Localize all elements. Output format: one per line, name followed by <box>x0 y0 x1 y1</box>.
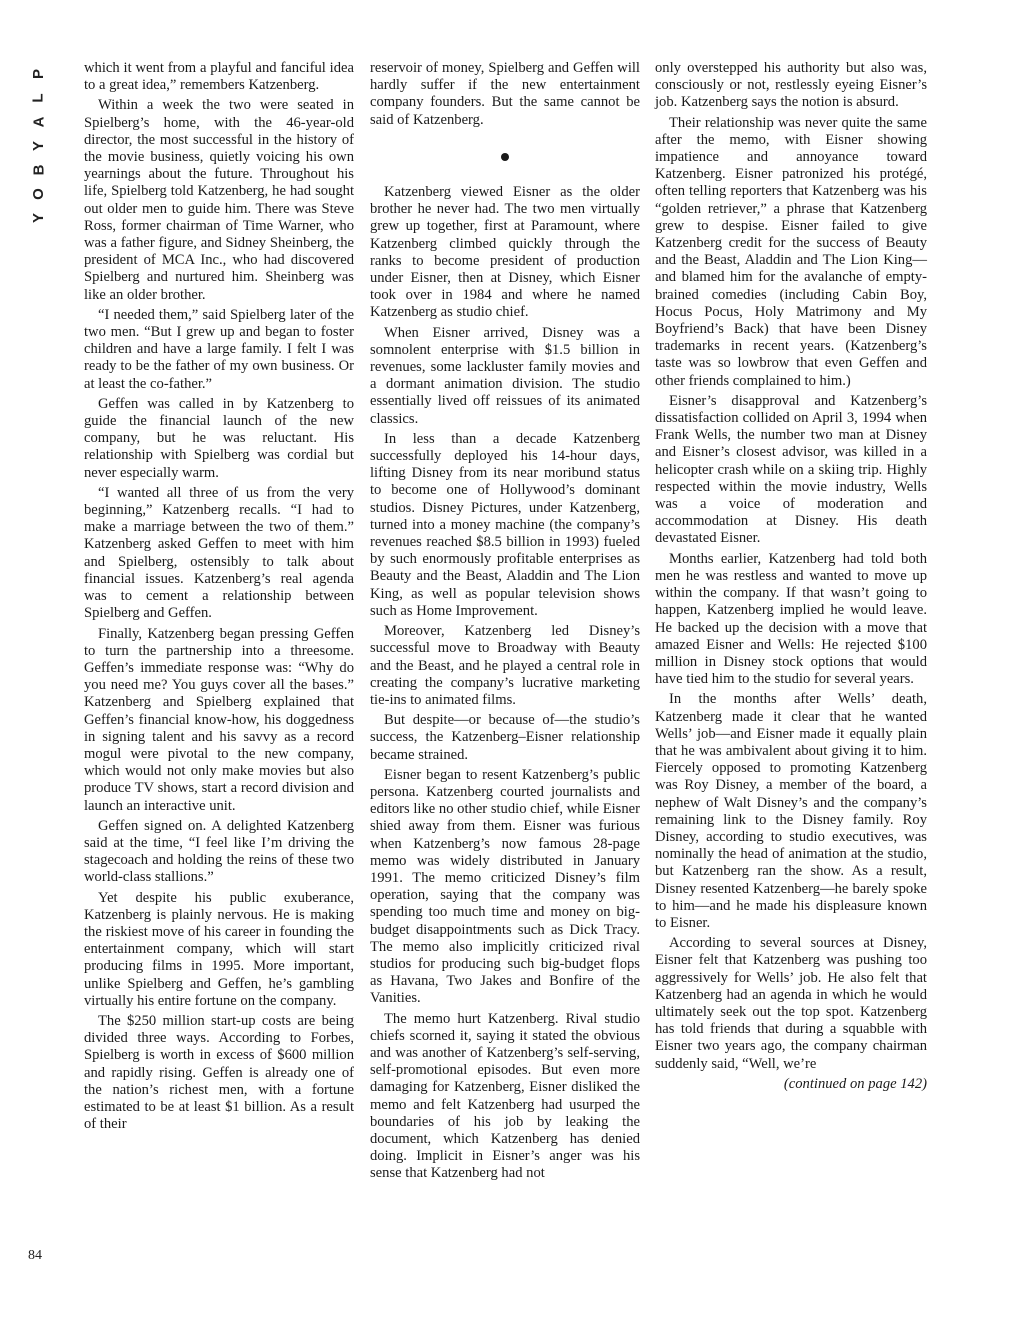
paragraph: Within a week the two were seated in Spielberg’s home, with the 46-year-old director, the most successful in the history of the movie business, quietly voicing his own yearnings about the future. Throughout his life, Spielberg told Katzenberg, he had sought out older men to guide him. There was Steve Ross, former chairman of Time Warner, who was a father figure, and Sidney Sheinberg, the president of MCA Inc., who had discovered Spielberg and nurtured him. Sheinberg was like an older brother. <box>84 97 354 303</box>
column-2-body <box>370 184 640 1183</box>
paragraph: which it went from a playful and fanciful idea to a great idea,” remembers Katzenberg. <box>84 60 354 94</box>
column-3-body <box>655 60 927 1073</box>
paragraph: Katzenberg viewed Eisner as the older brother he never had. The two men virtually grew up together, first at Paramount, where Katzenberg climbed quickly through the ranks to become president of production under Eisner, then at Disney, which Eisner took over in 1984 and where he named Katzenberg as studio chief. <box>370 184 640 321</box>
masthead-letter: Y <box>29 140 47 152</box>
masthead-letter: A <box>30 116 47 128</box>
paragraph: Yet despite his public exuberance, Katzenberg is plainly nervous. He is making the riskiest move of his career in founding the entertainment company, which will start producing films in 1995. More important, unlike Spielberg and Geffen, he’s gambling virtually his entire fortune on the company. <box>84 889 354 1009</box>
paragraph: Eisner began to resent Katzenberg’s public persona. Katzenberg courted journalists and editors like no other studio chief, while Eisner shied away from them. Eisner was furious when Katzenberg’s now famous 28-page memo was widely distributed in January 1991. The memo criticized Disney’s film operation, saying that the company was spending too much time and money on big-budget disappointments such as Dick Tracy. The memo also implicitly criticized rival studios for producing such big-budget flops as Havana, Two Jakes and Bonfire of the Vanities. <box>370 766 640 1007</box>
section-break-bullet <box>370 149 640 166</box>
paragraph: In less than a decade Katzenberg successfully deployed his 14-hour days, lifting Disney from its near moribund status to become one of Hollywood’s dominant studios. Disney Pictures, under Katzenberg, turned into a money machine (the company’s revenues reached $8.5 billion in 1993) fueled by such enormously profitable enterprises as Beauty and the Beast, Aladdin and The Lion King, as well as popular television shows such as Home Improvement. <box>370 430 640 619</box>
paragraph: The $250 million start-up costs are being divided three ways. According to Forbes, Spielberg is worth in excess of $600 million and rapidly rising. Geffen is already one of the nation’s richest men, with a fortune estimated to be at least $1 billion. As a result of their <box>84 1012 354 1133</box>
paragraph: Months earlier, Katzenberg had told both men he was restless and wanted to move up within the company. If that wasn’t going to happen, Katzenberg implied he would leave. He backed up the decision with a move that amazed Eisner and Wells: He rejected $100 million in Disney stock options that would have tied him to the studio for several years. <box>655 550 927 688</box>
paragraph: But despite—or because of—the studio’s success, the Katzenberg–Eisner relationship became strained. <box>370 712 640 763</box>
paragraph: only overstepped his authority but also was, consciously or not, restlessly eyeing Eisner’s job. Katzenberg says the notion is absurd. <box>655 60 927 111</box>
playboy-masthead <box>28 62 50 230</box>
paragraph: Geffen signed on. A delighted Katzenberg said at the time, “I feel like I’m driving the stagecoach and holding the reins of these two world-class stallions.” <box>84 817 354 886</box>
masthead-letter: O <box>29 188 47 200</box>
masthead-letter: L <box>29 93 47 103</box>
paragraph: “I wanted all three of us from the very beginning,” Katzenberg recalls. “I had to make a marriage between the two of them.” Katzenberg asked Geffen to meet with him and Spielberg, ostensibly to talk about financial issues. Katzenberg’s real agenda was to cement a relationship between Spielberg and Geffen. <box>84 484 354 622</box>
column-2 <box>370 60 640 1186</box>
paragraph: The memo hurt Katzenberg. Rival studio chiefs scorned it, saying it stated the obvious and was another of Katzenberg’s self-serving, self-promotional episodes. But even more damaging for Katzenberg, Eisner disliked the memo and felt Katzenberg had usurped the boundaries of his job by leaking the document, which Katzenberg has denied doing. Implicit in Eisner’s anger was his sense that Katzenberg had not <box>370 1010 640 1182</box>
masthead-letter: Y <box>29 212 47 224</box>
paragraph: Moreover, Katzenberg led Disney’s successful move to Broadway with Beauty and the Beast, and he played a central role in creating the company’s lucrative marketing tie-ins to animated films. <box>370 623 640 708</box>
paragraph: “I needed them,” said Spielberg later of the two men. “But I grew up and began to foster children and have a large family. I felt I was ready to be the father of my own business. Or at least the co-father.” <box>84 306 354 392</box>
column-2-lead-paragraph: reservoir of money, Spielberg and Geffen will hardly suffer if the new entertainment company founders. But the same cannot be said of Katzenberg. <box>370 60 640 128</box>
column-1 <box>84 60 354 1136</box>
paragraph: Finally, Katzenberg began pressing Geffen to turn the partnership into a threesome. Geffen’s immediate response was: “Why do you need me? You guys cover all the bases.” Katzenberg and Spielberg explained that Geffen’s financial know-how, his doggedness in signing talent and his savvy as a record mogul were pivotal to the new company, which would not only make movies but also produce TV shows, start a record division and launch an interactive unit. <box>84 625 354 814</box>
continued-note: (continued on page 142) <box>783 1075 927 1092</box>
page-number: 84 <box>28 1248 42 1263</box>
paragraph: Their relationship was never quite the same after the memo, with Eisner showing impatience and annoyance toward Katzenberg. Eisner patronized his protégé, often telling reporters that Katzenberg was his “golden retriever,” a phrase that Katzenberg grew to despise. Eisner failed to give Katzenberg credit for the success of Beauty and the Beast, Aladdin and The Lion King—and blamed him for the avalanche of empty-brained comedies (including Cabin Boy, Hocus Pocus, Holy Matrimony and My Boyfriend’s Back) that have been Disney trademarks in recent years. (Katzenberg’s taste was so lowbrow that even Geffen and other friends complained to him.) <box>655 114 927 389</box>
masthead-letter: P <box>29 68 47 80</box>
paragraph: When Eisner arrived, Disney was a somnolent enterprise with $1.5 billion in revenues, some lackluster family movies and a dormant animation division. The studio essentially lived off reissues of its animated classics. <box>370 324 640 427</box>
paragraph: Eisner’s disapproval and Katzenberg’s dissatisfaction collided on April 3, 1994 when Frank Wells, the number two man at Disney and Eisner’s closest advisor, was killed in a helicopter crash while on a skiing trip. Highly respected within the movie industry, Wells was a voice of moderation and accommodation at Disney. His death devastated Eisner. <box>655 392 927 547</box>
masthead-letter: B <box>30 164 47 176</box>
column-3 <box>655 60 927 1096</box>
paragraph: According to several sources at Disney, Eisner felt that Katzenberg was pushing too aggressively for Wells’ job. He also felt that Katzenberg had an agenda in which he would ultimately seek out the top spot. Katzenberg has told friends that during a squabble with Eisner two years ago, the company chairman suddenly said, “Well, we’re <box>655 935 927 1072</box>
paragraph: Geffen was called in by Katzenberg to guide the financial launch of the new company, but he was reluctant. His relationship with Spielberg was cordial but never especially warm. <box>84 395 354 481</box>
paragraph: In the months after Wells’ death, Katzenberg made it clear that he wanted Wells’ job—and Eisner made it equally plain that he was ambivalent about giving it to him. Fiercely opposed to promoting Katzenberg was Roy Disney, a member of the board, a nephew of Walt Disney’s and the company’s remaining link to the Disney family. Roy Disney, according to studio executives, was nominally the head of animation at the studio, but Katzenberg ran the show. As a result, Disney resented Katzenberg—he barely spoke to him—and he made his displeasure known to Eisner. <box>655 691 927 931</box>
